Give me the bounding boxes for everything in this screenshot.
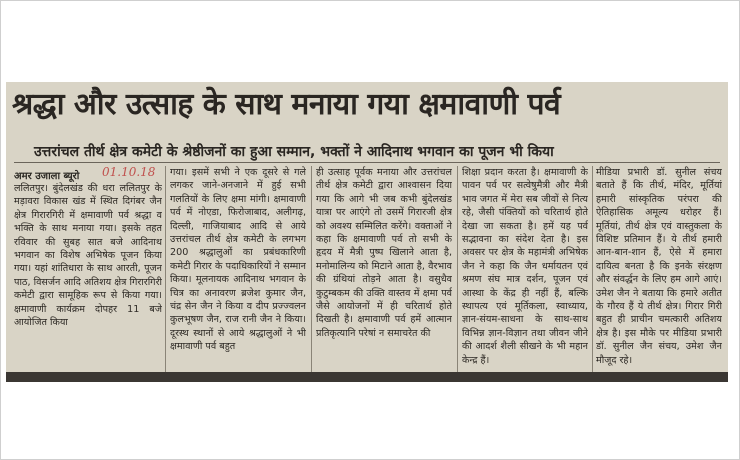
column-divider xyxy=(592,166,593,376)
column-text: मीडिया प्रभारी डॉ. सुनील संचय बताते हैं कि तीर्थ, मंदिर, मूर्तियां हमारी सांस्कृतिक परंपरा की ऐतिहासिक अमूल्य धरोहर हैं। मूर्तियां, तीर्थ क्षेत्र एवं वास्तुकला के विशिष्ट प्रतिमान हैं। ये तीर्थ हमारी आन-बान-शान हैं, ऐसे में हमारा दायित्व बनता है कि इनके संरक्षण और संवर्द्धन के लिए हम आगे आएं। उमेश जैन ने बताया कि हमारे अतीत के गौरव हैं ये तीर्थ क्षेत्र। गिरार गिरी बहुत ही प्राचीन चमत्कारी अतिशय क्षेत्र है। इस मौके पर मीडिया प्रभारी डॉ. सुनील जैन संचय, उमेश जैन मौजूद रहे। xyxy=(596,167,722,366)
subheadline: उत्तरांचल तीर्थ क्षेत्र कमेटी के श्रेष्ठीजनों का हुआ सम्मान, भक्तों ने आदिनाथ भगवान का पूजन भी किया xyxy=(34,144,554,160)
article-column-4 xyxy=(462,166,588,380)
headline: श्रद्धा और उत्साह के साथ मनाया गया क्षमावाणी पर्व xyxy=(12,87,561,122)
divider xyxy=(14,162,720,163)
article-column-1 xyxy=(14,182,162,378)
column-text: गया। इसमें सभी ने एक दूसरे से गले लगकर जाने-अनजाने में हुई सभी गलतियों के लिए क्षमा मांगी। क्षमावाणी पर्व में नोएडा, फिरोजाबाद, अलीगढ़, दिल्ली, गाजियाबाद आदि से आये उत्तरांचल तीर्थ क्षेत्र कमेटी के लगभग 200 श्रद्धालुओं का प्रबंधकारिणी कमेटी गिरार के पदाधिकारियों ने सम्मान किया। मूलनायक आदिनाथ भगवान के चित्र का अनावरण ब्रजेश कुमार जैन, चंद्र सेन जैन ने किया व दीप प्रज्ज्वलन कुलभूषण जैन, राज रानी जैन ने किया। दूरस्थ स्थानों से आये श्रद्धालुओं ने भी क्षमावाणी पर्व बहुत xyxy=(170,167,306,353)
newspaper-clipping xyxy=(6,82,728,382)
column-divider xyxy=(457,166,458,376)
byline: अमर उजाला ब्यूरो xyxy=(14,171,80,182)
column-divider xyxy=(165,166,166,376)
article-column-5 xyxy=(596,166,722,380)
cropped-next-article xyxy=(6,372,728,382)
column-text: ललितपुर। बुंदेलखंड की धरा ललितपुर के मड़ावरा विकास खंड में स्थित दिगंबर जैन क्षेत्र गिरारगिरी में क्षमावाणी पर्व श्रद्धा व भक्ति के साथ मनाया गया। इसके तहत रविवार की सुबह सात बजे आदिनाथ भगवान का विशेष अभिषेक पूजन किया गया। यहां शांतिधारा के साथ आरती, पूजन पाठ, विसर्जन आदि अतिशय क्षेत्र गिरारगिरी कमेटी द्वारा सामूहिक रूप से किया गया। क्षमावाणी कार्यक्रम दोपहर 11 बजे आयोजित किया xyxy=(14,183,162,329)
article-column-2 xyxy=(170,166,306,380)
column-text: शिक्षा प्रदान करता है। क्षमावाणी के पावन पर्व पर सत्वेषुमैत्री और मैत्री भाव जगत में मेरा सब जीवों से नित्य रहे, जैसी पंक्तियों को चरितार्थ होते देखा जा सकता है। हमें यह पर्व सद्भावना का संदेश देता है। इस अवसर पर क्षेत्र के महामंत्री अभिषेक जैन ने कहा कि जैन धर्मायतन एवं श्रमण संघ मात्र दर्शन, पूजन एवं आस्था के केंद्र ही नहीं हैं, बल्कि स्थापत्य एवं मूर्तिकला, स्वाध्याय, ज्ञान-संयम-साधना के साथ-साथ विभिन्न ज्ञान-विज्ञान तथा जीवन जीने की आदर्श शैली सीखने के भी महान केन्द्र हैं। xyxy=(462,167,588,366)
article-column-3 xyxy=(316,166,452,380)
column-divider xyxy=(311,166,312,376)
column-text: ही उत्साह पूर्वक मनाया और उत्तरांचल तीर्थ क्षेत्र कमेटी द्वारा आश्वासन दिया गया कि आगे भी जब कभी बुंदेलखंड यात्रा पर आएंगे तो उसमें गिरारजी क्षेत्र को अवश्य सम्मिलित करेंगे। वक्ताओं ने कहा कि क्षमावाणी पर्व तो सभी के हृदय में मैत्री पुष्प खिलाने आता है, मनोमालिन्य को मिटाने आता है, वैरभाव की ग्रंथियां तोड़ने आता है। वसुधैव कुटुम्बकम की उक्ति वास्तव में क्षमा पर्व जैसे आयोजनों में ही चरितार्थ होते दिखती है। क्षमावाणी पर्व हमें आत्मान प्रतिकृत्यानि परेषां न समाचरेत की xyxy=(316,167,452,339)
handwritten-date: 01.10.18 xyxy=(102,165,156,179)
